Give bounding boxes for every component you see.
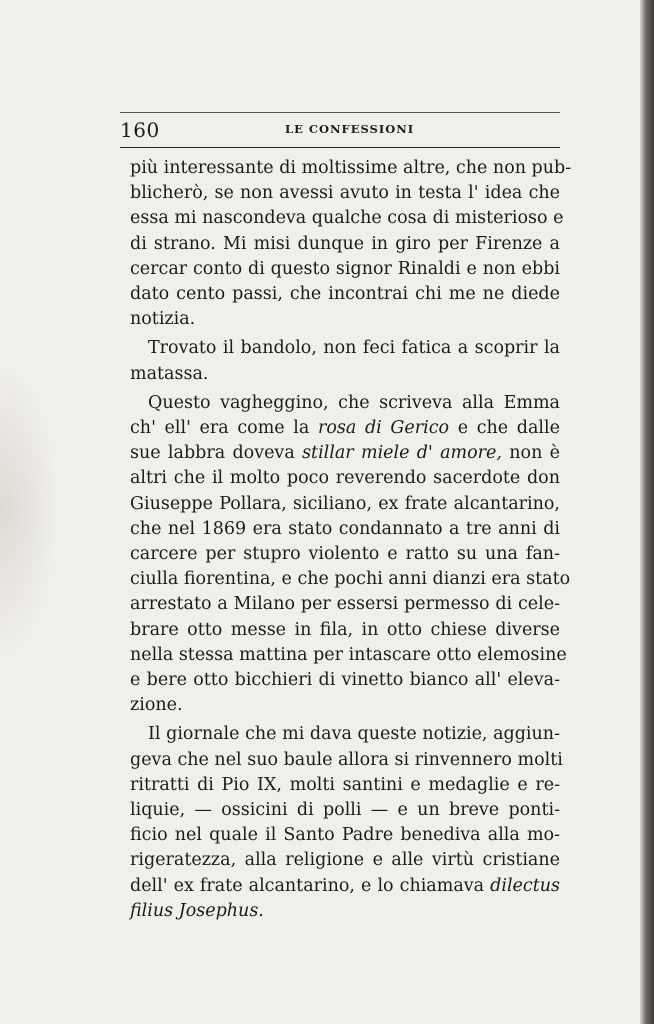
header-rule-bottom xyxy=(120,147,560,148)
paragraph xyxy=(130,336,560,386)
text-line: e bere otto bicchieri di vinetto bianco all' eleva- xyxy=(130,670,560,691)
body-text xyxy=(130,156,572,924)
text-line: dell' ex frate alcantarino, e lo chiamava dilectus xyxy=(130,875,560,896)
text-line: matassa. xyxy=(130,363,209,384)
italic-phrase: dilectus xyxy=(490,875,560,896)
text-line: brare otto messe in fila, in otto chiese diverse xyxy=(130,619,560,640)
paragraph xyxy=(130,391,571,719)
italic-phrase: stillar miele d' amore, xyxy=(302,443,502,464)
running-title: LE CONFESSIONI xyxy=(285,122,415,136)
italic-phrase: filius Josephus. xyxy=(130,900,264,921)
text-line: arrestato a Milano per essersi permesso di cele- xyxy=(130,594,560,615)
text-line: geva che nel suo baule allora si rinvennero molti xyxy=(130,749,563,770)
italic-phrase: rosa di Gerico xyxy=(317,418,450,439)
header-rule-top xyxy=(120,112,560,113)
text-line: carcere per stupro violento e ratto su una fan- xyxy=(130,544,560,565)
text-line: Il giornale che mi dava queste notizie, aggiun- xyxy=(148,724,560,745)
text-line: Trovato il bandolo, non feci fatica a scoprir la xyxy=(148,338,560,359)
text-line: blicherò, se non avessi avuto in testa l' idea che xyxy=(130,183,560,204)
page-number: 160 xyxy=(120,118,160,142)
text-line: ciulla fiorentina, e che pochi anni dianzi era stato xyxy=(130,569,571,590)
text-line: più interessante di moltissime altre, che non pub- xyxy=(130,158,572,178)
text-line: liquie, — ossicini di polli — e un breve ponti- xyxy=(130,800,560,821)
text-line: cercar conto di questo signor Rinaldi e non ebbi xyxy=(130,258,560,279)
text-line: che nel 1869 era stato condannato a tre anni di xyxy=(130,518,560,539)
text-line xyxy=(130,899,560,924)
text-line: zione. xyxy=(130,695,183,716)
text-line: sue labbra doveva stillar miele d' amore, non è xyxy=(130,443,560,464)
text-line: di strano. Mi misi dunque in giro per Firenze a xyxy=(130,233,560,254)
text-line: ch' ell' era come la rosa di Gerico e che dalle xyxy=(130,418,560,439)
text-line: ritratti di Pio IX, molti santini e medaglie e re- xyxy=(130,774,560,795)
text-line: ficio nel quale il Santo Padre benediva alla mo- xyxy=(130,825,560,846)
text-line: dato cento passi, che incontrai chi me ne diede xyxy=(130,284,560,305)
page-stain xyxy=(0,360,60,660)
paragraph xyxy=(130,156,572,332)
text-line: altri che il molto poco reverendo sacerdote don xyxy=(130,468,560,489)
text-line: essa mi nascondeva qualche cosa di misterioso e xyxy=(130,208,564,229)
text-line: Giuseppe Pollara, siciliano, ex frate alcantarino, xyxy=(130,493,560,514)
paragraph xyxy=(130,722,563,924)
text-line: rigeratezza, alla religione e alle virtù cristiane xyxy=(130,850,560,871)
page-header xyxy=(120,112,560,148)
page-edge-shadow xyxy=(640,0,654,1024)
text-line: nella stessa mattina per intascare otto elemosine xyxy=(130,644,567,665)
text-line: Questo vagheggino, che scriveva alla Emma xyxy=(148,392,560,413)
text-line: notizia. xyxy=(130,309,196,330)
